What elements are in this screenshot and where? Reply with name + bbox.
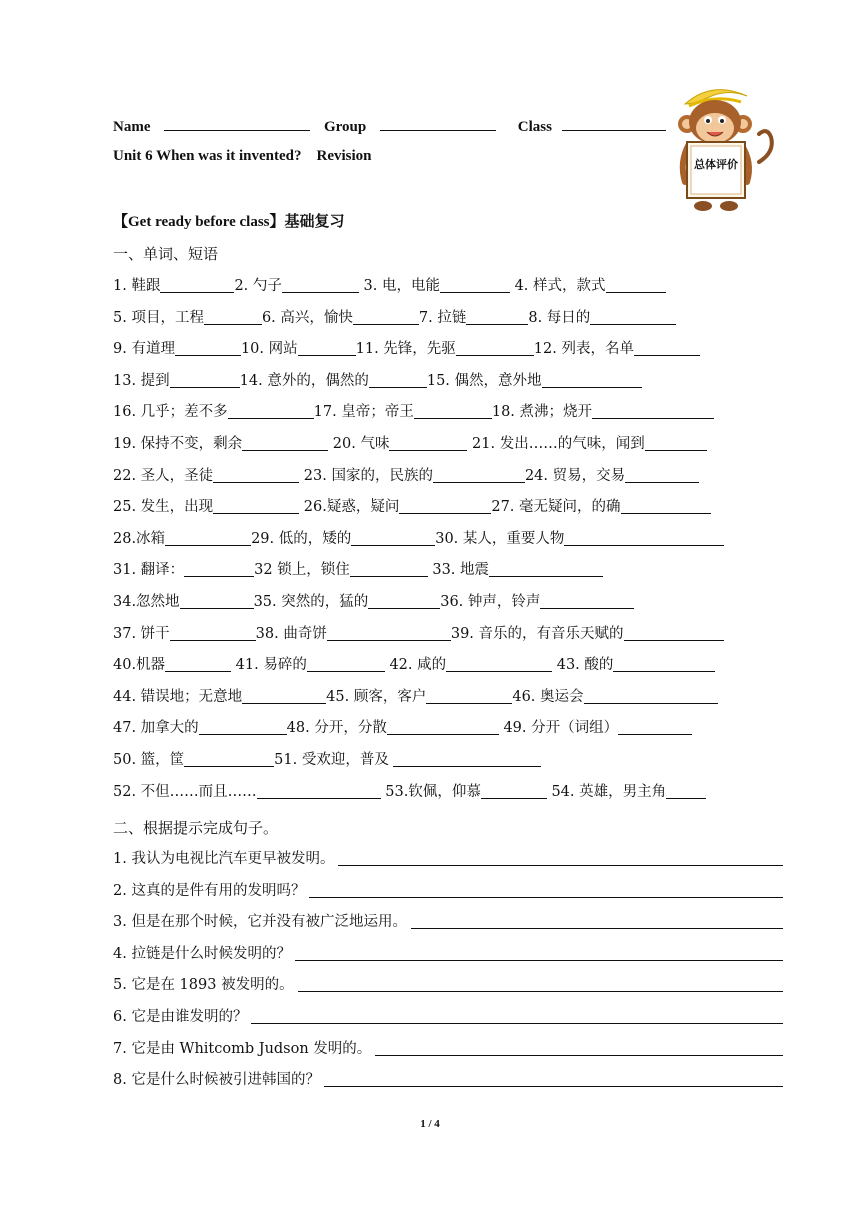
sentence-prompt: 6. 它是由谁发明的？ bbox=[113, 1009, 248, 1025]
sentence-answer-blank[interactable] bbox=[251, 1004, 783, 1024]
vocab-prompt: 44. 错误地；无意地 bbox=[113, 688, 243, 705]
vocab-prompt: 29. 低的，矮的 bbox=[251, 530, 352, 547]
sentence-answer-blank[interactable] bbox=[298, 972, 783, 992]
answer-blank[interactable] bbox=[165, 653, 231, 672]
vocab-prompt: 40.机器 bbox=[113, 657, 166, 674]
vocab-prompt: 45. 顾客，客户 bbox=[326, 688, 427, 705]
vocab-prompt: 22. 圣人，圣徒 bbox=[113, 467, 214, 484]
vocab-item bbox=[113, 373, 240, 389]
vocab-prompt: 35. 突然的，猛的 bbox=[253, 594, 369, 610]
vocab-item bbox=[356, 341, 534, 357]
vocab-item bbox=[427, 373, 642, 389]
vocab-item bbox=[113, 594, 254, 610]
sentence-prompt: 8. 它是什么时候被引进韩国的？ bbox=[113, 1072, 320, 1089]
vocab-item bbox=[547, 784, 706, 800]
page-number: 1 / 4 bbox=[420, 1118, 440, 1130]
class-label: Class bbox=[517, 119, 552, 135]
vocab-row bbox=[113, 336, 783, 362]
answer-blank[interactable] bbox=[540, 590, 634, 609]
vocab-item bbox=[113, 310, 262, 326]
vocab-item bbox=[525, 468, 699, 484]
answer-blank[interactable] bbox=[170, 369, 240, 388]
vocab-prompt: 1. 鞋跟 bbox=[113, 278, 161, 294]
vocab-item bbox=[528, 310, 676, 326]
sentence-row bbox=[113, 878, 783, 904]
vocab-prompt: 32 锁上，锁住 bbox=[254, 562, 350, 579]
sentence-row bbox=[113, 941, 783, 967]
vocab-item bbox=[113, 468, 299, 484]
vocab-row bbox=[113, 431, 783, 457]
vocab-prompt: 9. 有道理 bbox=[113, 341, 175, 358]
vocab-prompt: 49. 分开（词组） bbox=[498, 720, 619, 737]
answer-blank[interactable] bbox=[184, 748, 274, 767]
vocab-prompt: 12. 列表，名单 bbox=[533, 341, 634, 358]
vocab-item bbox=[113, 626, 256, 642]
vocab-prompt: 52. 不但……而且…… bbox=[113, 783, 257, 800]
answer-blank[interactable] bbox=[228, 400, 314, 419]
answer-blank[interactable] bbox=[368, 590, 440, 609]
sentence-prompt: 5. 它是在 1893 被发明的。 bbox=[113, 977, 294, 994]
vocab-prompt: 14. 意外的，偶然的 bbox=[239, 372, 369, 389]
answer-blank[interactable] bbox=[353, 306, 419, 325]
answer-blank[interactable] bbox=[327, 622, 451, 641]
vocab-prompt: 20. 气味 bbox=[328, 436, 390, 452]
answer-blank[interactable] bbox=[160, 274, 234, 293]
vocab-item bbox=[113, 784, 381, 800]
vocab-prompt: 43. 酸的 bbox=[552, 657, 614, 674]
vocab-prompt: 36. 钟声，铃声 bbox=[440, 594, 541, 610]
vocab-row bbox=[113, 747, 783, 773]
answer-blank[interactable] bbox=[387, 716, 499, 735]
answer-blank[interactable] bbox=[213, 495, 299, 514]
vocab-item bbox=[113, 278, 234, 294]
vocab-prompt: 37. 饼干 bbox=[113, 625, 170, 642]
answer-blank[interactable] bbox=[351, 527, 435, 546]
vocab-prompt: 18. 煮沸；烧开 bbox=[491, 404, 593, 421]
vocab-row bbox=[113, 652, 783, 678]
group-label: Group bbox=[324, 119, 367, 135]
vocab-prompt: 28.冰箱 bbox=[113, 530, 166, 547]
vocab-item bbox=[299, 499, 491, 515]
answer-blank[interactable] bbox=[456, 337, 534, 356]
answer-blank[interactable] bbox=[426, 685, 512, 704]
vocab-row bbox=[113, 305, 783, 331]
vocab-prompt: 16. 几乎；差不多 bbox=[113, 404, 228, 421]
sentence-row bbox=[113, 972, 783, 998]
answer-blank[interactable] bbox=[298, 337, 356, 356]
vocab-prompt: 38. 曲奇饼 bbox=[255, 625, 327, 642]
vocab-prompt: 6. 高兴，愉快 bbox=[261, 309, 353, 326]
vocab-item bbox=[451, 626, 724, 642]
vocab-item bbox=[234, 278, 358, 294]
section1-title: 【Get ready before class】基础复习 bbox=[113, 214, 345, 230]
vocab-item bbox=[428, 562, 603, 578]
unit-title: Unit 6 When was it invented? Revision bbox=[113, 148, 372, 164]
answer-blank[interactable] bbox=[433, 464, 525, 483]
answer-blank[interactable] bbox=[624, 622, 724, 641]
answer-blank[interactable] bbox=[618, 716, 692, 735]
sentence-row bbox=[113, 1036, 783, 1062]
vocab-item bbox=[113, 720, 287, 736]
vocab-prompt: 25. 发生，出现 bbox=[113, 499, 214, 516]
answer-blank[interactable] bbox=[170, 622, 256, 641]
answer-blank[interactable] bbox=[590, 306, 676, 325]
vocab-prompt: 23. 国家的，民族的 bbox=[299, 467, 433, 484]
vocab-prompt: 51. 受欢迎，普及 bbox=[274, 752, 394, 768]
vocab-item bbox=[299, 468, 525, 484]
sentence-answer-blank[interactable] bbox=[375, 1036, 783, 1056]
vocab-prompt: 10. 网站 bbox=[240, 341, 298, 358]
vocab-prompt: 42. 咸的 bbox=[384, 657, 447, 674]
vocab-item bbox=[113, 562, 254, 578]
sentence-answer-blank[interactable] bbox=[295, 941, 783, 961]
vocab-item bbox=[113, 499, 299, 515]
vocab-prompt: 11. 先锋，先驱 bbox=[355, 341, 456, 358]
answer-blank[interactable] bbox=[282, 274, 359, 293]
vocab-item bbox=[240, 373, 427, 389]
vocab-prompt: 15. 偶然，意外地 bbox=[426, 372, 542, 389]
sentence-answer-blank[interactable] bbox=[411, 909, 783, 929]
vocab-item bbox=[499, 720, 692, 736]
vocab-prompt: 53.钦佩，仰慕 bbox=[380, 783, 481, 800]
name-blank[interactable] bbox=[164, 116, 310, 131]
vocab-row bbox=[113, 526, 783, 552]
vocab-prompt: 39. 音乐的，有音乐天赋的 bbox=[450, 625, 624, 642]
vocab-prompt: 13. 提到 bbox=[113, 372, 170, 389]
vocab-item bbox=[491, 499, 710, 515]
vocab-item bbox=[254, 594, 441, 610]
vocab-prompt: 27. 毫无疑问，的确 bbox=[491, 499, 621, 516]
answer-blank[interactable] bbox=[621, 495, 711, 514]
sentence-row bbox=[113, 1004, 783, 1030]
answer-blank[interactable] bbox=[165, 527, 251, 546]
vocab-row bbox=[113, 684, 783, 710]
answer-blank[interactable] bbox=[175, 337, 241, 356]
group-blank[interactable] bbox=[380, 116, 496, 131]
vocab-item bbox=[552, 657, 715, 673]
answer-blank[interactable] bbox=[393, 748, 541, 767]
class-blank[interactable] bbox=[562, 116, 666, 131]
answer-blank[interactable] bbox=[199, 716, 287, 735]
evaluation-label: 总体评价 bbox=[694, 158, 738, 171]
vocab-item bbox=[419, 310, 528, 326]
vocab-item bbox=[287, 720, 499, 736]
vocab-item bbox=[512, 689, 717, 705]
vocab-prompt: 4. 样式，款式 bbox=[509, 278, 606, 294]
vocab-item bbox=[326, 689, 512, 705]
section2-title: 二、根据提示完成句子。 bbox=[113, 819, 279, 837]
answer-blank[interactable] bbox=[440, 274, 510, 293]
vocab-prompt: 26.疑惑，疑问 bbox=[299, 499, 400, 516]
answer-blank[interactable] bbox=[307, 653, 385, 672]
vocab-row bbox=[113, 589, 783, 615]
vocab-item bbox=[262, 310, 419, 326]
vocab-item bbox=[385, 657, 552, 673]
vocab-prompt: 8. 每日的 bbox=[528, 309, 591, 326]
vocab-prompt: 2. 勺子 bbox=[234, 278, 282, 294]
answer-blank[interactable] bbox=[257, 780, 381, 799]
vocab-item bbox=[113, 657, 231, 673]
vocab-item bbox=[314, 404, 492, 420]
vocab-item bbox=[254, 562, 428, 578]
answer-blank[interactable] bbox=[542, 369, 642, 388]
vocab-prompt: 46. 奥运会 bbox=[512, 688, 584, 705]
vocab-row bbox=[113, 368, 783, 394]
vocab-prompt: 47. 加拿大的 bbox=[113, 720, 199, 737]
answer-blank[interactable] bbox=[606, 274, 666, 293]
vocab-item bbox=[381, 784, 547, 800]
answer-blank[interactable] bbox=[564, 527, 724, 546]
sentence-answer-blank[interactable] bbox=[309, 878, 783, 898]
answer-blank[interactable] bbox=[414, 400, 492, 419]
vocab-item bbox=[113, 404, 314, 420]
vocab-item bbox=[274, 752, 541, 768]
vocab-item bbox=[467, 436, 706, 452]
sentence-prompt: 4. 拉链是什么时候发明的？ bbox=[113, 945, 291, 962]
answer-blank[interactable] bbox=[242, 685, 326, 704]
answer-blank[interactable] bbox=[184, 558, 254, 577]
vocab-prompt: 41. 易碎的 bbox=[231, 657, 307, 674]
vocab-prompt: 54. 英雄，男主角 bbox=[546, 783, 667, 800]
answer-blank[interactable] bbox=[213, 464, 299, 483]
answer-blank[interactable] bbox=[350, 558, 428, 577]
vocab-prompt: 34.忽然地 bbox=[113, 594, 180, 610]
answer-blank[interactable] bbox=[592, 400, 714, 419]
vocab-item bbox=[231, 657, 385, 673]
sentence-answer-blank[interactable] bbox=[324, 1067, 783, 1087]
answer-blank[interactable] bbox=[389, 432, 467, 451]
answer-blank[interactable] bbox=[369, 369, 427, 388]
answer-blank[interactable] bbox=[466, 306, 528, 325]
vocab-prompt: 5. 项目，工程 bbox=[113, 309, 204, 326]
sentence-row bbox=[113, 1067, 783, 1093]
vocab-item bbox=[241, 341, 356, 357]
vocab-row bbox=[113, 463, 783, 489]
vocab-item bbox=[440, 594, 634, 610]
vocab-prompt: 7. 拉链 bbox=[418, 309, 467, 326]
answer-blank[interactable] bbox=[399, 495, 491, 514]
vocab-item bbox=[113, 531, 251, 547]
answer-blank[interactable] bbox=[625, 464, 699, 483]
vocab-prompt: 33. 地震 bbox=[427, 562, 490, 579]
answer-blank[interactable] bbox=[446, 653, 552, 672]
sentence-row bbox=[113, 846, 783, 872]
vocab-row bbox=[113, 273, 783, 299]
section1-subtitle: 一、单词、短语 bbox=[113, 245, 219, 263]
vocab-item bbox=[435, 531, 724, 547]
vocab-row bbox=[113, 494, 783, 520]
vocab-item bbox=[510, 278, 666, 294]
sentence-row bbox=[113, 909, 783, 935]
answer-blank[interactable] bbox=[489, 558, 603, 577]
vocab-item bbox=[113, 689, 326, 705]
vocab-row bbox=[113, 779, 783, 805]
answer-blank[interactable] bbox=[645, 432, 707, 451]
vocab-prompt: 3. 电，电能 bbox=[358, 278, 440, 294]
vocab-item bbox=[113, 436, 328, 452]
sentence-prompt: 3. 但是在那个时候，它并没有被广泛地运用。 bbox=[113, 914, 407, 931]
sentence-prompt: 7. 它是由 Whitcomb Judson 发明的。 bbox=[113, 1040, 372, 1057]
answer-blank[interactable] bbox=[481, 780, 547, 799]
vocab-item bbox=[328, 436, 467, 452]
name-label: Name bbox=[113, 119, 151, 135]
vocab-prompt: 50. 篮，筐 bbox=[113, 752, 185, 768]
monkey-with-banana-icon bbox=[667, 82, 777, 217]
vocab-prompt: 17. 皇帝；帝王 bbox=[313, 404, 414, 421]
answer-blank[interactable] bbox=[584, 685, 718, 704]
student-info-line bbox=[113, 116, 666, 136]
vocab-row bbox=[113, 399, 783, 425]
vocab-prompt: 30. 某人，重要人物 bbox=[435, 530, 565, 547]
vocab-item bbox=[113, 341, 241, 357]
vocab-prompt: 48. 分开，分散 bbox=[286, 720, 387, 737]
answer-blank[interactable] bbox=[204, 306, 262, 325]
answer-blank[interactable] bbox=[180, 590, 254, 609]
vocab-row bbox=[113, 621, 783, 647]
sentence-prompt: 1. 我认为电视比汽车更早被发明。 bbox=[113, 851, 335, 867]
vocab-prompt: 21. 发出……的气味，闻到 bbox=[467, 436, 645, 452]
vocab-prompt: 24. 贸易，交易 bbox=[524, 467, 626, 484]
vocab-item bbox=[534, 341, 700, 357]
answer-blank[interactable] bbox=[666, 780, 706, 799]
vocab-prompt: 31. 翻译： bbox=[113, 562, 185, 579]
vocab-prompt: 19. 保持不变，剩余 bbox=[113, 436, 243, 452]
answer-blank[interactable] bbox=[613, 653, 715, 672]
vocab-row bbox=[113, 715, 783, 741]
answer-blank[interactable] bbox=[242, 432, 328, 451]
vocab-item bbox=[251, 531, 435, 547]
vocab-item bbox=[113, 752, 274, 768]
sentence-answer-blank[interactable] bbox=[338, 846, 783, 866]
answer-blank[interactable] bbox=[634, 337, 700, 356]
sentence-prompt: 2. 这真的是件有用的发明吗？ bbox=[113, 882, 306, 899]
vocab-item bbox=[492, 404, 714, 420]
vocab-item bbox=[256, 626, 451, 642]
vocab-row bbox=[113, 557, 783, 583]
vocab-item bbox=[359, 278, 510, 294]
